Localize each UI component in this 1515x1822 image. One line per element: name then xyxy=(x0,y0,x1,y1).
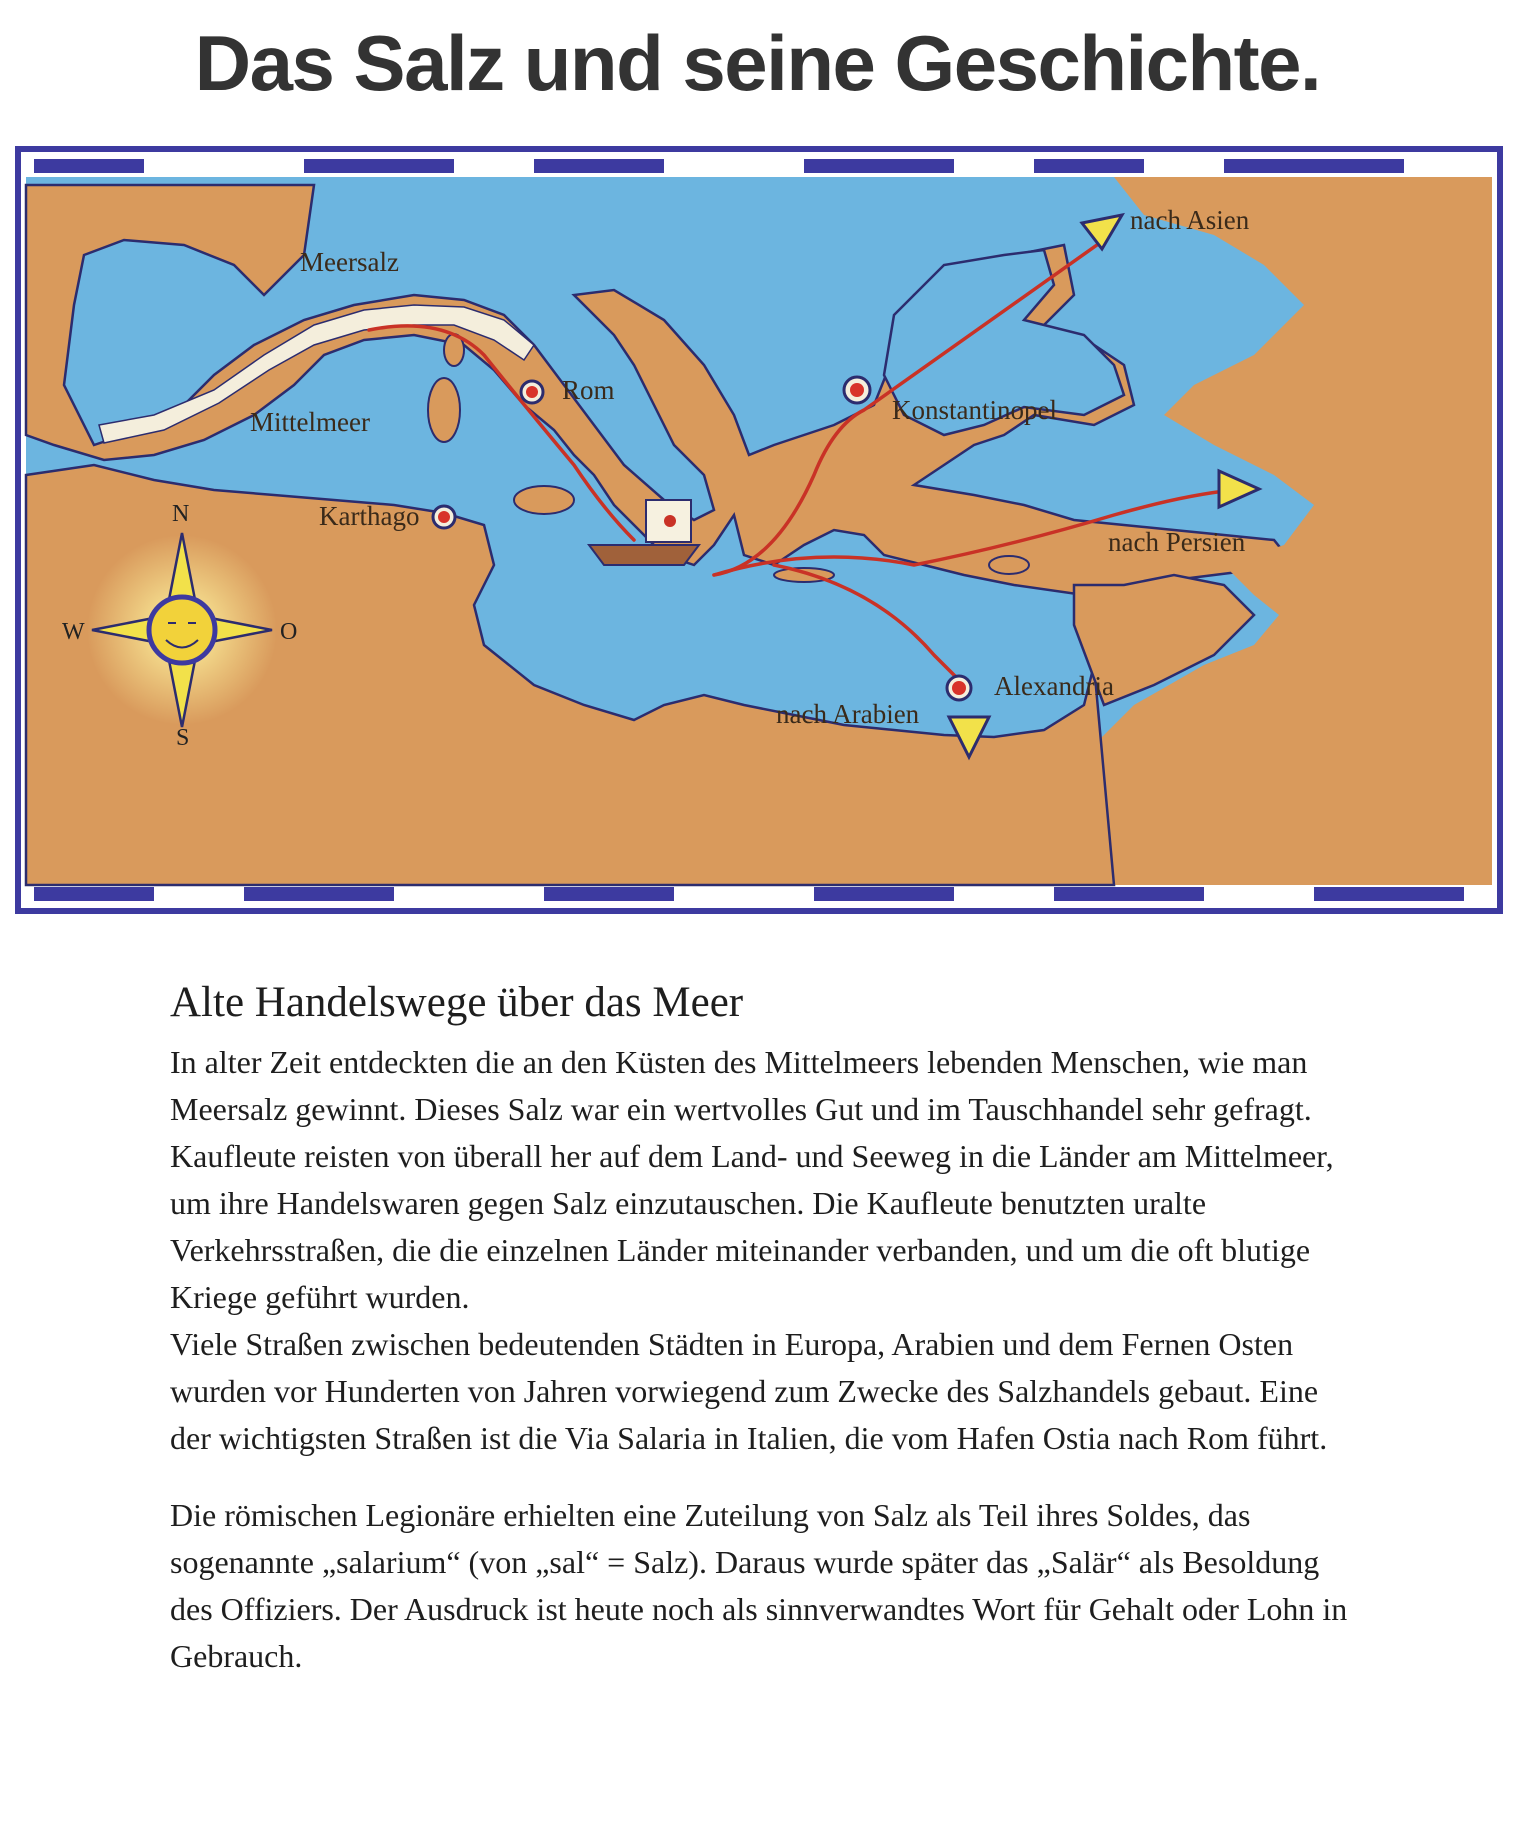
compass-s: S xyxy=(176,725,190,751)
label-nach-persien: nach Persien xyxy=(1108,527,1246,557)
article xyxy=(170,978,1360,1680)
island-sardinia xyxy=(428,378,460,442)
label-rom: Rom xyxy=(562,375,615,405)
article-paragraph-1: In alter Zeit entdeckten die an den Küsten des Mittelmeers lebenden Menschen, wie man Meersalz gewinnt. Dieses Salz war ein wertvolles Gut und im Tauschhandel sehr gefragt. Kaufleute reisten von überall her auf dem Land- und Seeweg in die Länder am Mittelmeer, um ihre Handelswaren gegen Salz einzutauschen. Die Kaufleute benutzten uralte Verkehrsstraßen, die die einzelnen Länder miteinander verbanden, und um die oft blutige Kriege geführt wurden. xyxy=(170,1044,1334,1315)
article-paragraph-2: Viele Straßen zwischen bedeutenden Städten in Europa, Arabien und dem Fernen Osten wurden vor Hunderten von Jahren vorwiegend zum Zwecke des Salzhandels gebaut. Eine der wichtigsten Straßen ist die Via Salaria in Italien, die vom Hafen Ostia nach Rom führt. xyxy=(170,1326,1328,1456)
trade-route-map xyxy=(14,145,1504,915)
page-title: Das Salz und seine Geschichte. xyxy=(194,19,1321,107)
article-paragraph-3: Die römischen Legionäre erhielten eine Zuteilung von Salz als Teil ihres Soldes, das sogenannte „salarium“ (von „sal“ = Salz). Daraus wurde später das „Salär“ als Besoldung des Offiziers. Der Ausdruck ist heute noch als sinnverwandtes Wort für Gehalt oder Lohn in Gebrauch. xyxy=(170,1497,1348,1674)
compass-w: W xyxy=(62,619,85,645)
island-cyprus xyxy=(989,556,1029,574)
map-illustration xyxy=(14,145,1504,915)
island-sicily xyxy=(514,486,574,514)
label-alexandria: Alexandria xyxy=(994,671,1114,701)
label-karthago: Karthago xyxy=(319,501,420,531)
article-heading: Alte Handelswege über das Meer xyxy=(170,979,744,1026)
label-nach-arabien: nach Arabien xyxy=(776,699,920,729)
compass-o: O xyxy=(280,619,298,645)
label-nach-asien: nach Asien xyxy=(1130,205,1250,235)
label-meersalz: Meersalz xyxy=(300,247,399,277)
label-mittelmeer: Mittelmeer xyxy=(250,407,370,437)
compass-n: N xyxy=(172,501,190,527)
label-konstantinopel: Konstantinopel xyxy=(892,395,1057,425)
